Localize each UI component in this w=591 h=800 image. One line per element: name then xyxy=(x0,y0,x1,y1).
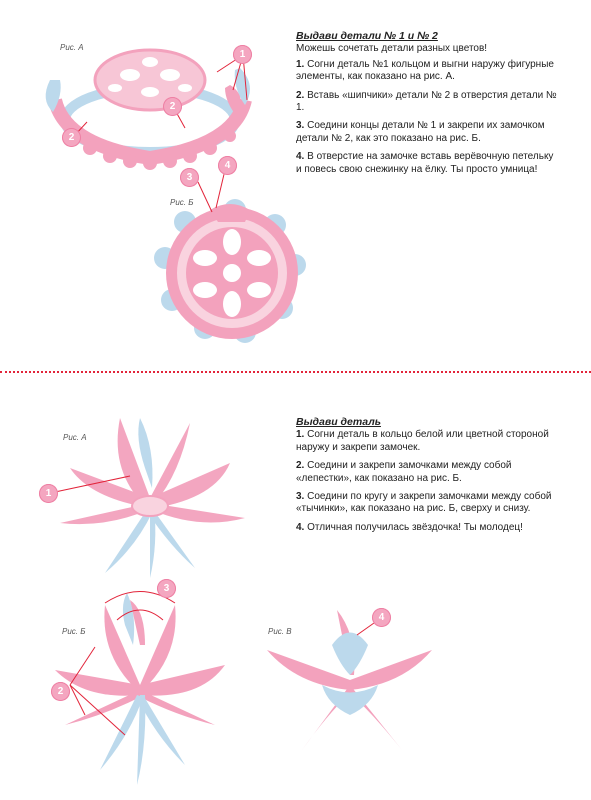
part-1-step-4: 4. В отверстие на замочке вставь верёвочную петельку и повесь свою снежинку на ёлку. Ты просто умница! xyxy=(296,151,554,175)
fig-b-label-bottom: Рис. Б xyxy=(62,627,86,636)
part-1-step-3: 3. Соедини концы детали № 1 и закрепи их замочком детали № 2, как это показано на рис. Б. xyxy=(296,120,545,144)
marker-2-left: 2 xyxy=(62,128,81,147)
marker-p2-2: 2 xyxy=(51,682,70,701)
marker-2-right: 2 xyxy=(163,97,182,116)
marker-4: 4 xyxy=(218,156,237,175)
fig-c-label-bottom: Рис. В xyxy=(268,627,292,636)
finished-star-illustration xyxy=(262,605,437,755)
part-2-step-4: 4. Отличная получилась звёздочка! Ты молодец! xyxy=(296,521,523,533)
assembled-snowflake-illustration xyxy=(150,170,320,355)
part-1-step-2: 2. Вставь «шипчики» детали № 2 в отверстия детали № 1. xyxy=(296,89,557,114)
section-divider xyxy=(0,371,591,373)
marker-p2-3: 3 xyxy=(157,579,176,598)
part-2-step-2: 2. Соедини и закрепи замочками между собой «лепестки», как показано на рис. Б. xyxy=(296,460,512,484)
marker-p2-4: 4 xyxy=(372,608,391,627)
star-flower-assembly-illustration xyxy=(45,585,235,795)
snowflake-ring-illustration xyxy=(35,40,260,175)
marker-1: 1 xyxy=(233,45,252,64)
part-2-title: Выдави деталь xyxy=(296,416,381,428)
part-2-step-3: 3. Соедини по кругу и закрепи замочками между собой «тычинки», как показано на рис. Б, сверху и снизу. xyxy=(296,491,552,515)
part-1-title: Выдави детали № 1 и № 2 xyxy=(296,30,438,42)
part-1-step-1: 1. Согни деталь №1 кольцом и выгни наружу фигурные элементы, как показано на рис. А. xyxy=(296,58,554,83)
fig-b-label-top: Рис. Б xyxy=(170,198,194,207)
part-2-step-1: 1. Согни деталь в кольцо белой или цветной стороной наружу и закрепи замочек. xyxy=(296,429,549,453)
fig-a-label-bottom: Рис. А xyxy=(63,433,87,442)
star-flower-ring-illustration xyxy=(30,408,270,583)
marker-3: 3 xyxy=(180,168,199,187)
marker-p2-1: 1 xyxy=(39,484,58,503)
instructions-part-2 xyxy=(296,416,558,540)
fig-a-label-top: Рис. А xyxy=(60,43,84,52)
instructions-part-1 xyxy=(296,30,558,182)
part-1-intro: Можешь сочетать детали разных цветов! xyxy=(296,43,488,55)
